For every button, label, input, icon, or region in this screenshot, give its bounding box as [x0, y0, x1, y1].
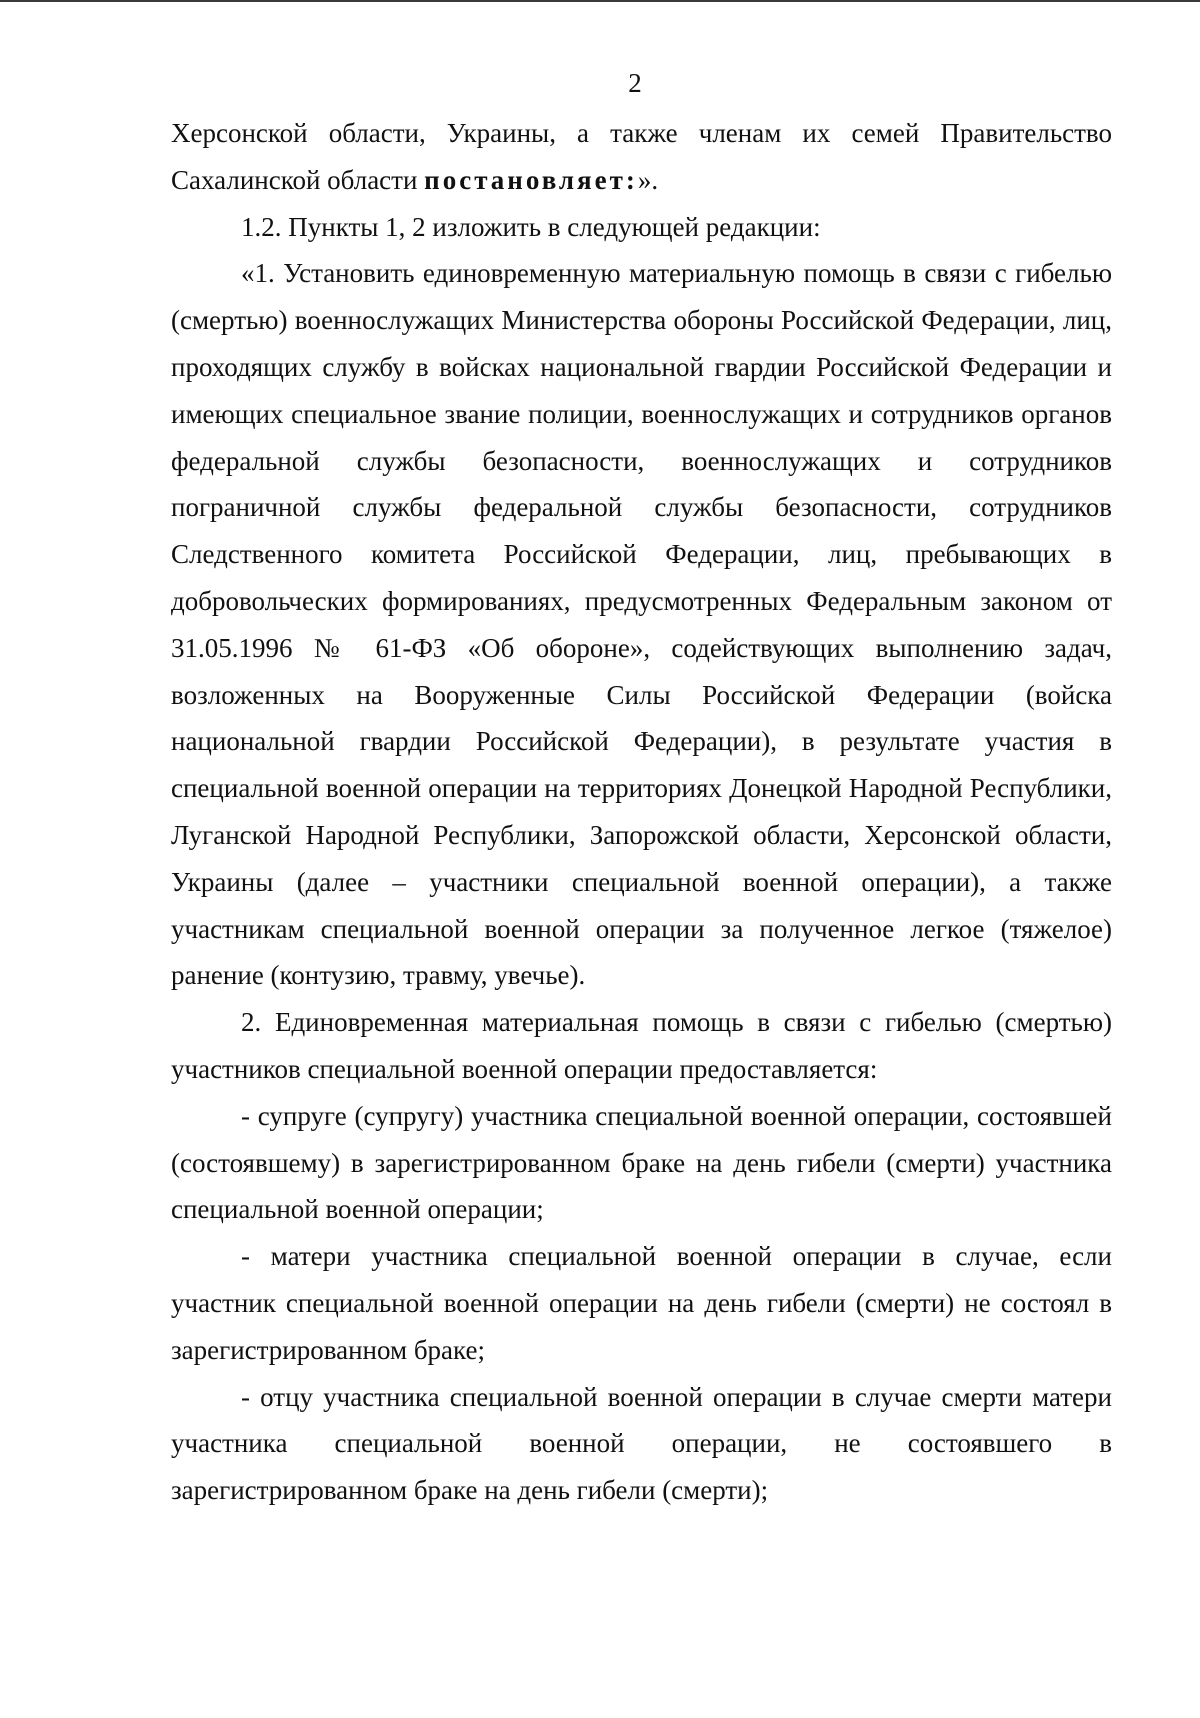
paragraph-item-1-2: 1.2. Пункты 1, 2 изложить в следующей редакции:: [241, 211, 821, 242]
list-item-father: - отцу участника специальной военной операции в случае смерти матери участника специальной военной операции, не состоявшего в зарегистрированном браке на день гибели (смерти);: [171, 1381, 1112, 1506]
list-item-spouse: - супруге (супругу) участника специальной военной операции, состоявшей (состоявшему) в зарегистрированном браке на день гибели (смерти) участника специальной военной операции;: [171, 1100, 1112, 1225]
resolution-keyword: постановляет:: [424, 164, 638, 195]
paragraph-item-2: 2. Единовременная материальная помощь в связи с гибелью (смертью) участников специальной военной операции предоставляется:: [171, 1007, 1112, 1084]
paragraph-continuation-end: ».: [637, 164, 659, 195]
paragraph-item-1: «1. Установить единовременную материальную помощь в связи с гибелью (смертью) военнослужащих Министерства обороны Российской Федерации, лиц, проходящих службу в войсках национальной гвардии Российской Федерации и имеющих специальное звание полиции, военнослужащих и сотрудников органов федеральной службы безопасности, военнослужащих и сотрудников пограничной службы федеральной службы безопасности, сотрудников Следственного комитета Российской Федерации, лиц, пребывающих в добровольческих формированиях, предусмотренных Федеральным законом от 31.05.1996 № 61-ФЗ «Об обороне», содействующих выполнению задач, возложенных на Вооруженные Силы Российской Федерации (войска национальной гвардии Российской Федерации), в результате участия в специальной военной операции на территориях Донецкой Народной Республики, Луганской Народной Республики, Запорожской области, Херсонской области, Украины (далее – участники специальной военной операции), а также участникам специальной военной операции за полученное легкое (тяжелое) ранение (контузию, травму, увечье).: [171, 258, 1112, 991]
paragraph-continuation-text: Херсонской области, Украины, а также членам их семей Правительство Сахалинской области: [171, 118, 1112, 195]
paragraph-continuation: [171, 110, 1112, 204]
top-border-line: [0, 0, 1200, 2]
document-body: [171, 110, 1112, 1514]
page-number: 2: [628, 68, 642, 98]
list-item-mother: - матери участника специальной военной операции в случае, если участник специальной военной операции на день гибели (смерти) не состоял в зарегистрированном браке;: [171, 1241, 1112, 1365]
